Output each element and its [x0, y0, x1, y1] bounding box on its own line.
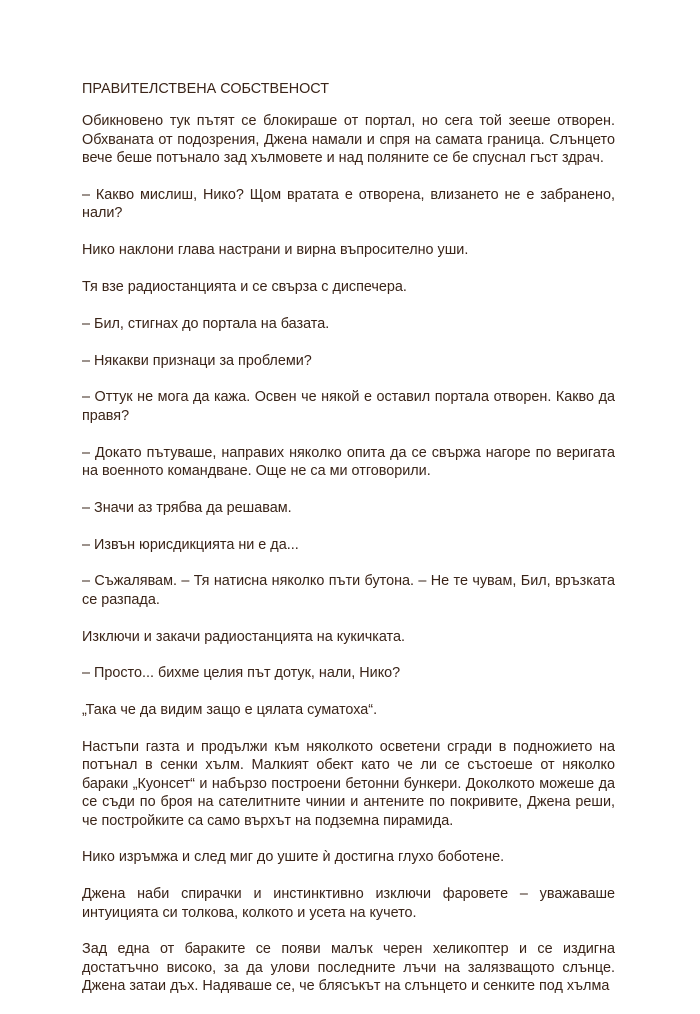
paragraph-10: – Извън юрисдикцията ни е да...	[82, 536, 299, 553]
paragraph-18: Зад една от бараките се появи малък черен хеликоптер и се издигна достатъчно високо, за да улови последните лъчи на залязващото слънце. Джена затаи дъх. Надяваше се, че блясъкът на слънцето и сенките под хълма	[82, 941, 615, 995]
paragraph-2: – Какво мислиш, Нико? Щом вратата е отворена, влизането не е забранено, нали?	[82, 187, 615, 222]
paragraph-14: „Така че да видим защо е цялата суматоха“.	[82, 702, 378, 719]
paragraph-4: Тя взе радиостанцията и се свърза с диспечера.	[82, 279, 407, 296]
paragraph-16: Нико изръмжа и след миг до ушите ѝ достигна глухо боботене.	[82, 849, 505, 866]
paragraph-5: – Бил, стигнах до портала на базата.	[82, 315, 330, 332]
paragraph-7: – Оттук не мога да кажа. Освен че някой е оставил портала отворен. Какво да правя?	[82, 389, 615, 424]
paragraph-17: Джена наби спирачки и инстинктивно изключи фаровете – уважаваше интуицията си толкова, колкото и усета на кучето.	[82, 886, 615, 921]
document-title: ПРАВИТЕЛСТВЕНА СОБСТВЕНОСТ	[82, 81, 329, 97]
paragraph-11: – Съжалявам. – Тя натисна няколко пъти бутона. – Не те чувам, Бил, връзката се разпада.	[82, 573, 615, 608]
paragraph-1: Обикновено тук пътят се блокираше от портал, но сега той зееше отворен. Обхваната от подозрения, Джена намали и спря на самата граница. Слънцето вече беше потънало зад хълмовете и над поляните се бе спуснал гъст здрач.	[82, 113, 615, 167]
paragraph-6: – Някакви признаци за проблеми?	[82, 352, 312, 369]
paragraph-13: – Просто... бихме целия път дотук, нали, Нико?	[82, 665, 401, 682]
paragraph-9: – Значи аз трябва да решавам.	[82, 499, 292, 516]
document-body	[82, 80, 615, 1014]
paragraph-15: Настъпи газта и продължи към няколкото осветени сгради в подножието на потънал в сенки хълм. Малкият обект като че ли се състоеше от няколко бараки „Куонсет“ и набързо построени бетонни бункери. Доколкото можеше да се съди по броя на сателитните чинии и антените по покривите, Джена реши, че постройките са само върхът на подземна пирамида.	[82, 739, 615, 829]
paragraph-3: Нико наклони глава настрани и вирна въпросително уши.	[82, 242, 469, 259]
paragraph-8: – Докато пътуваше, направих няколко опита да се свържа нагоре по веригата на военното командване. Още не са ми отговорили.	[82, 444, 615, 480]
paragraph-12: Изключи и закачи радиостанцията на кукичката.	[82, 628, 405, 645]
